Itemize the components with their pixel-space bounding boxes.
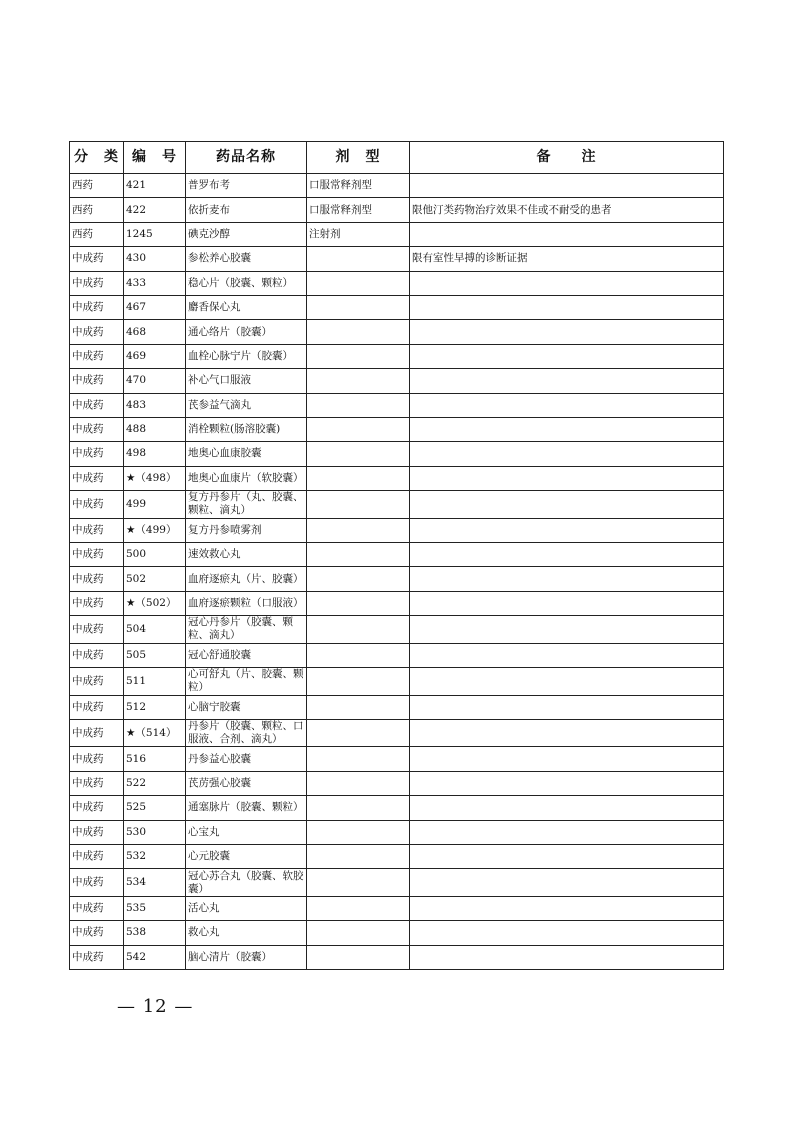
- cell-category: 西药: [70, 198, 124, 222]
- cell-code: 512: [124, 695, 186, 719]
- cell-code: 516: [124, 747, 186, 771]
- table-row: [70, 896, 724, 920]
- cell-code: 470: [124, 369, 186, 393]
- cell-drug-name: 冠心丹参片（胶囊、颗粒、滴丸）: [186, 616, 307, 644]
- cell-category: 中成药: [70, 247, 124, 271]
- cell-code: 468: [124, 320, 186, 344]
- cell-remarks: [410, 491, 724, 519]
- cell-drug-name: 活心丸: [186, 896, 307, 920]
- cell-category: 中成药: [70, 869, 124, 897]
- table-row: [70, 222, 724, 246]
- cell-drug-name: 心可舒丸（片、胶囊、颗粒）: [186, 668, 307, 696]
- cell-remarks: [410, 668, 724, 696]
- cell-code: ★（498）: [124, 466, 186, 490]
- table-row: [70, 393, 724, 417]
- cell-drug-name: 血府逐瘀颗粒（口服液）: [186, 591, 307, 615]
- cell-drug-name: 稳心片（胶囊、颗粒）: [186, 271, 307, 295]
- cell-code: 498: [124, 442, 186, 466]
- cell-dosage-form: [307, 393, 410, 417]
- cell-remarks: [410, 271, 724, 295]
- cell-category: 中成药: [70, 518, 124, 542]
- table-row: [70, 616, 724, 644]
- cell-category: 中成药: [70, 695, 124, 719]
- cell-drug-name: 复方丹参喷雾剂: [186, 518, 307, 542]
- table-row: [70, 369, 724, 393]
- cell-code: 469: [124, 344, 186, 368]
- cell-remarks: [410, 442, 724, 466]
- table-row: [70, 466, 724, 490]
- cell-code: 1245: [124, 222, 186, 246]
- cell-code: 538: [124, 921, 186, 945]
- header-category: 分 类: [70, 142, 124, 174]
- cell-code: ★（499）: [124, 518, 186, 542]
- cell-code: 422: [124, 198, 186, 222]
- cell-code: 467: [124, 295, 186, 319]
- cell-code: 499: [124, 491, 186, 519]
- cell-dosage-form: [307, 442, 410, 466]
- cell-dosage-form: [307, 643, 410, 667]
- cell-remarks: [410, 222, 724, 246]
- cell-category: 中成药: [70, 796, 124, 820]
- cell-dosage-form: [307, 466, 410, 490]
- cell-dosage-form: [307, 295, 410, 319]
- cell-dosage-form: [307, 719, 410, 747]
- cell-dosage-form: [307, 491, 410, 519]
- cell-remarks: [410, 771, 724, 795]
- cell-category: 中成药: [70, 747, 124, 771]
- cell-drug-name: 心脑宁胶囊: [186, 695, 307, 719]
- cell-remarks: [410, 796, 724, 820]
- cell-drug-name: 参松养心胶囊: [186, 247, 307, 271]
- header-dosage-form: 剂 型: [307, 142, 410, 174]
- cell-code: 504: [124, 616, 186, 644]
- cell-category: 中成药: [70, 567, 124, 591]
- table-row: [70, 417, 724, 441]
- table-row: [70, 271, 724, 295]
- cell-remarks: [410, 896, 724, 920]
- table-row: [70, 869, 724, 897]
- cell-code: 502: [124, 567, 186, 591]
- cell-dosage-form: [307, 921, 410, 945]
- table-row: [70, 491, 724, 519]
- cell-dosage-form: [307, 320, 410, 344]
- cell-remarks: [410, 466, 724, 490]
- cell-remarks: [410, 518, 724, 542]
- table-row: [70, 320, 724, 344]
- cell-remarks: [410, 695, 724, 719]
- cell-remarks: [410, 542, 724, 566]
- table-header-row: [70, 142, 724, 174]
- cell-category: 中成药: [70, 591, 124, 615]
- table-row: [70, 542, 724, 566]
- cell-drug-name: 丹参片（胶囊、颗粒、口服液、合剂、滴丸）: [186, 719, 307, 747]
- cell-remarks: [410, 369, 724, 393]
- cell-remarks: [410, 921, 724, 945]
- cell-dosage-form: [307, 896, 410, 920]
- table-row: [70, 591, 724, 615]
- cell-dosage-form: [307, 945, 410, 969]
- cell-category: 中成药: [70, 542, 124, 566]
- cell-category: 中成药: [70, 668, 124, 696]
- cell-dosage-form: [307, 844, 410, 868]
- cell-drug-name: 心宝丸: [186, 820, 307, 844]
- cell-code: ★（502）: [124, 591, 186, 615]
- cell-remarks: [410, 174, 724, 198]
- cell-code: 511: [124, 668, 186, 696]
- table-row: [70, 844, 724, 868]
- cell-category: 中成药: [70, 896, 124, 920]
- cell-category: 中成药: [70, 344, 124, 368]
- cell-drug-name: 冠心苏合丸（胶囊、软胶囊）: [186, 869, 307, 897]
- table-row: [70, 668, 724, 696]
- cell-drug-name: 地奥心血康片（软胶囊）: [186, 466, 307, 490]
- cell-category: 中成药: [70, 320, 124, 344]
- table-row: [70, 747, 724, 771]
- cell-drug-name: 复方丹参片（丸、胶囊、颗粒、滴丸）: [186, 491, 307, 519]
- cell-dosage-form: [307, 542, 410, 566]
- cell-remarks: [410, 945, 724, 969]
- header-code: 编 号: [124, 142, 186, 174]
- table-row: [70, 442, 724, 466]
- cell-dosage-form: [307, 247, 410, 271]
- cell-code: 532: [124, 844, 186, 868]
- cell-category: 西药: [70, 174, 124, 198]
- cell-dosage-form: [307, 616, 410, 644]
- cell-remarks: [410, 643, 724, 667]
- cell-code: 505: [124, 643, 186, 667]
- cell-category: 中成药: [70, 820, 124, 844]
- cell-remarks: [410, 869, 724, 897]
- cell-code: 500: [124, 542, 186, 566]
- table-row: [70, 344, 724, 368]
- cell-dosage-form: [307, 271, 410, 295]
- cell-category: 中成药: [70, 417, 124, 441]
- table-row: [70, 945, 724, 969]
- header-remarks: 备 注: [410, 142, 724, 174]
- table-row: [70, 643, 724, 667]
- cell-remarks: 限他汀类药物治疗效果不佳或不耐受的患者: [410, 198, 724, 222]
- cell-code: 542: [124, 945, 186, 969]
- cell-category: 中成药: [70, 844, 124, 868]
- table-row: [70, 247, 724, 271]
- cell-remarks: 限有室性早搏的诊断证据: [410, 247, 724, 271]
- cell-category: 中成药: [70, 295, 124, 319]
- cell-dosage-form: [307, 344, 410, 368]
- cell-category: 中成药: [70, 466, 124, 490]
- cell-remarks: [410, 567, 724, 591]
- cell-category: 中成药: [70, 491, 124, 519]
- cell-dosage-form: 注射剂: [307, 222, 410, 246]
- cell-dosage-form: 口服常释剂型: [307, 198, 410, 222]
- cell-dosage-form: [307, 591, 410, 615]
- cell-drug-name: 麝香保心丸: [186, 295, 307, 319]
- table-row: [70, 796, 724, 820]
- cell-category: 中成药: [70, 643, 124, 667]
- cell-dosage-form: [307, 796, 410, 820]
- cell-dosage-form: [307, 518, 410, 542]
- cell-code: 433: [124, 271, 186, 295]
- cell-remarks: [410, 393, 724, 417]
- cell-drug-name: 通塞脉片（胶囊、颗粒）: [186, 796, 307, 820]
- cell-drug-name: 血府逐瘀丸（片、胶囊）: [186, 567, 307, 591]
- cell-remarks: [410, 719, 724, 747]
- cell-category: 西药: [70, 222, 124, 246]
- table-row: [70, 921, 724, 945]
- cell-code: 535: [124, 896, 186, 920]
- table-row: [70, 695, 724, 719]
- table-row: [70, 771, 724, 795]
- cell-dosage-form: [307, 771, 410, 795]
- cell-category: 中成药: [70, 369, 124, 393]
- cell-remarks: [410, 616, 724, 644]
- cell-category: 中成药: [70, 271, 124, 295]
- cell-dosage-form: [307, 695, 410, 719]
- cell-code: 430: [124, 247, 186, 271]
- cell-category: 中成药: [70, 616, 124, 644]
- cell-category: 中成药: [70, 771, 124, 795]
- cell-code: 421: [124, 174, 186, 198]
- table-row: [70, 518, 724, 542]
- cell-code: 522: [124, 771, 186, 795]
- cell-code: 530: [124, 820, 186, 844]
- cell-drug-name: 普罗布考: [186, 174, 307, 198]
- table-row: [70, 719, 724, 747]
- cell-dosage-form: [307, 567, 410, 591]
- cell-code: 534: [124, 869, 186, 897]
- cell-drug-name: 冠心舒通胶囊: [186, 643, 307, 667]
- cell-code: ★（514）: [124, 719, 186, 747]
- table-row: [70, 295, 724, 319]
- cell-category: 中成药: [70, 442, 124, 466]
- cell-dosage-form: [307, 820, 410, 844]
- header-drug-name: 药品名称: [186, 142, 307, 174]
- cell-drug-name: 速效救心丸: [186, 542, 307, 566]
- cell-remarks: [410, 747, 724, 771]
- cell-dosage-form: [307, 369, 410, 393]
- cell-drug-name: 依折麦布: [186, 198, 307, 222]
- cell-dosage-form: [307, 869, 410, 897]
- cell-dosage-form: [307, 747, 410, 771]
- table-row: [70, 567, 724, 591]
- cell-category: 中成药: [70, 921, 124, 945]
- cell-drug-name: 补心气口服液: [186, 369, 307, 393]
- cell-category: 中成药: [70, 719, 124, 747]
- cell-remarks: [410, 320, 724, 344]
- cell-code: 483: [124, 393, 186, 417]
- drug-catalog-table: [69, 141, 724, 970]
- cell-drug-name: 丹参益心胶囊: [186, 747, 307, 771]
- table-row: [70, 198, 724, 222]
- cell-remarks: [410, 591, 724, 615]
- table-body: [70, 174, 724, 970]
- cell-dosage-form: [307, 417, 410, 441]
- cell-drug-name: 心元胶囊: [186, 844, 307, 868]
- cell-drug-name: 脑心清片（胶囊）: [186, 945, 307, 969]
- cell-remarks: [410, 844, 724, 868]
- cell-remarks: [410, 295, 724, 319]
- cell-dosage-form: 口服常释剂型: [307, 174, 410, 198]
- cell-category: 中成药: [70, 945, 124, 969]
- cell-drug-name: 碘克沙醇: [186, 222, 307, 246]
- cell-drug-name: 消栓颗粒(肠溶胶囊): [186, 417, 307, 441]
- cell-drug-name: 通心络片（胶囊）: [186, 320, 307, 344]
- cell-drug-name: 血栓心脉宁片（胶囊）: [186, 344, 307, 368]
- cell-remarks: [410, 417, 724, 441]
- page-number: — 12 —: [117, 996, 194, 1017]
- cell-drug-name: 芪参益气滴丸: [186, 393, 307, 417]
- cell-drug-name: 救心丸: [186, 921, 307, 945]
- cell-code: 488: [124, 417, 186, 441]
- cell-code: 525: [124, 796, 186, 820]
- cell-remarks: [410, 820, 724, 844]
- cell-drug-name: 地奥心血康胶囊: [186, 442, 307, 466]
- cell-drug-name: 芪苈强心胶囊: [186, 771, 307, 795]
- cell-category: 中成药: [70, 393, 124, 417]
- cell-remarks: [410, 344, 724, 368]
- table-row: [70, 820, 724, 844]
- cell-dosage-form: [307, 668, 410, 696]
- table-row: [70, 174, 724, 198]
